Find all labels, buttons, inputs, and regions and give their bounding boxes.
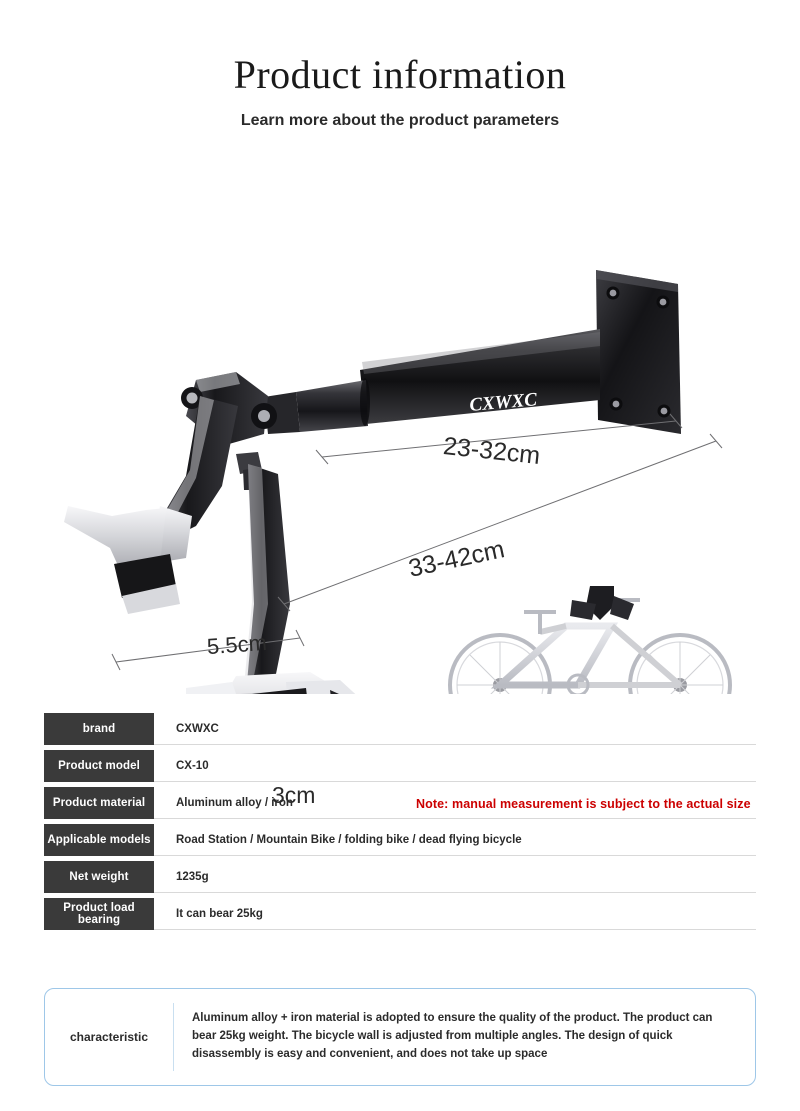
table-row bbox=[44, 824, 756, 856]
spec-value-product-model: CX-10 bbox=[154, 750, 756, 782]
characteristic-box bbox=[44, 988, 756, 1086]
telescoping-bar-group bbox=[264, 329, 600, 434]
spec-key-applicable-models: Applicable models bbox=[44, 824, 154, 856]
table-row bbox=[44, 787, 756, 819]
table-row bbox=[44, 750, 756, 782]
spec-value-applicable-models: Road Station / Mountain Bike / folding bike / dead flying bicycle bbox=[154, 824, 756, 856]
product-illustration-svg bbox=[0, 134, 800, 694]
spec-key-load-bearing: Product load bearing bbox=[44, 898, 154, 930]
brand-engraving-text: CXWXC bbox=[468, 389, 538, 416]
specification-table bbox=[44, 713, 756, 935]
table-row bbox=[44, 861, 756, 893]
spec-key-brand: brand bbox=[44, 713, 154, 745]
wall-plate-group bbox=[596, 270, 681, 434]
page-subtitle: Learn more about the product parameters bbox=[240, 112, 560, 129]
characteristic-label: characteristic bbox=[69, 1030, 149, 1044]
upper-hook-arm-group bbox=[64, 396, 238, 614]
dimension-label-hook-width: 5.5cm bbox=[206, 629, 268, 660]
spec-key-product-material: Product material bbox=[44, 787, 154, 819]
spec-key-product-model: Product model bbox=[44, 750, 154, 782]
dimension-label-total-reach: 33-42cm bbox=[406, 535, 508, 583]
spec-value-product-material: Aluminum alloy / iron bbox=[154, 787, 756, 819]
table-row bbox=[44, 713, 756, 745]
spec-value-net-weight: 1235g bbox=[154, 861, 756, 893]
bicycle-illustration-group bbox=[450, 586, 730, 694]
spec-key-net-weight: Net weight bbox=[44, 861, 154, 893]
dimension-label-arm-length: 23-32cm bbox=[441, 431, 542, 471]
spec-value-brand: CXWXC bbox=[154, 713, 756, 745]
measurement-note: Note: manual measurement is subject to the actual size bbox=[416, 797, 751, 811]
spec-value-load-bearing: It can bear 25kg bbox=[154, 898, 756, 930]
table-row bbox=[44, 898, 756, 930]
page-title: Product information bbox=[233, 52, 567, 97]
page-header bbox=[0, 0, 800, 130]
characteristic-text: Aluminum alloy + iron material is adopted to ensure the quality of the product. The product can bear 25kg weight. The bicycle wall is adjusted from multiple angles. The design of quick disassembly is easy and convenient, and does not take up space bbox=[192, 1012, 713, 1060]
dimension-label-pad-width: 3cm bbox=[272, 782, 316, 808]
